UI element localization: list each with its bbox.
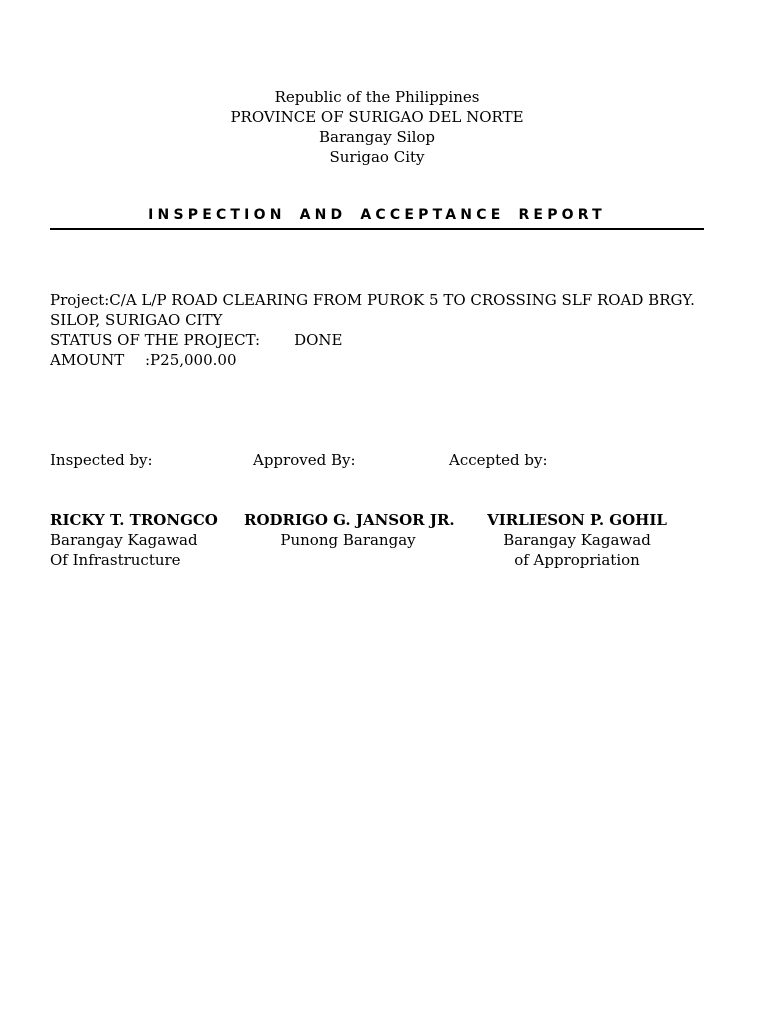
project-description-line-2: SILOP, SURIGAO CITY xyxy=(50,311,223,329)
approver-name: RODRIGO G. JANSOR JR. xyxy=(244,511,455,529)
acceptor-position: Barangay Kagawad xyxy=(503,531,651,549)
approver-signature-block xyxy=(244,510,455,550)
acceptor-committee: of Appropriation xyxy=(514,551,640,569)
project-amount-label: AMOUNT xyxy=(50,351,125,369)
project-status-value: DONE xyxy=(294,331,343,349)
inspector-signature-block xyxy=(50,510,240,570)
header-province: PROVINCE OF SURIGAO DEL NORTE xyxy=(230,108,524,126)
project-amount-row xyxy=(50,350,704,370)
report-title xyxy=(50,207,704,223)
project-status-row xyxy=(50,330,704,350)
approved-by-label: Approved By: xyxy=(253,451,356,469)
report-title-word-4: REPORT xyxy=(518,207,606,223)
report-title-word-2: AND xyxy=(299,207,347,223)
inspector-name: RICKY T. TRONGCO xyxy=(50,511,218,529)
approver-position: Punong Barangay xyxy=(280,531,416,549)
project-details xyxy=(50,290,704,370)
report-title-word-1: INSPECTION xyxy=(148,207,286,223)
document-header xyxy=(0,87,754,167)
title-divider xyxy=(50,228,704,230)
accepted-by-label: Accepted by: xyxy=(449,451,548,469)
inspector-position: Barangay Kagawad xyxy=(50,531,198,549)
project-status-label: STATUS OF THE PROJECT: xyxy=(50,331,261,349)
inspected-by-label: Inspected by: xyxy=(50,451,153,469)
header-barangay: Barangay Silop xyxy=(318,128,436,146)
header-republic: Republic of the Philippines xyxy=(274,88,480,106)
acceptor-signature-block xyxy=(482,510,672,570)
header-city: Surigao City xyxy=(329,148,425,166)
acceptor-name: VIRLIESON P. GOHIL xyxy=(487,511,667,529)
project-amount-value: :P25,000.00 xyxy=(145,351,237,369)
project-description-line-1: Project:C/A L/P ROAD CLEARING FROM PUROK 5 TO CROSSING SLF ROAD BRGY. xyxy=(50,291,695,309)
inspector-committee: Of Infrastructure xyxy=(50,551,181,569)
report-title-word-3: ACCEPTANCE xyxy=(360,207,505,223)
